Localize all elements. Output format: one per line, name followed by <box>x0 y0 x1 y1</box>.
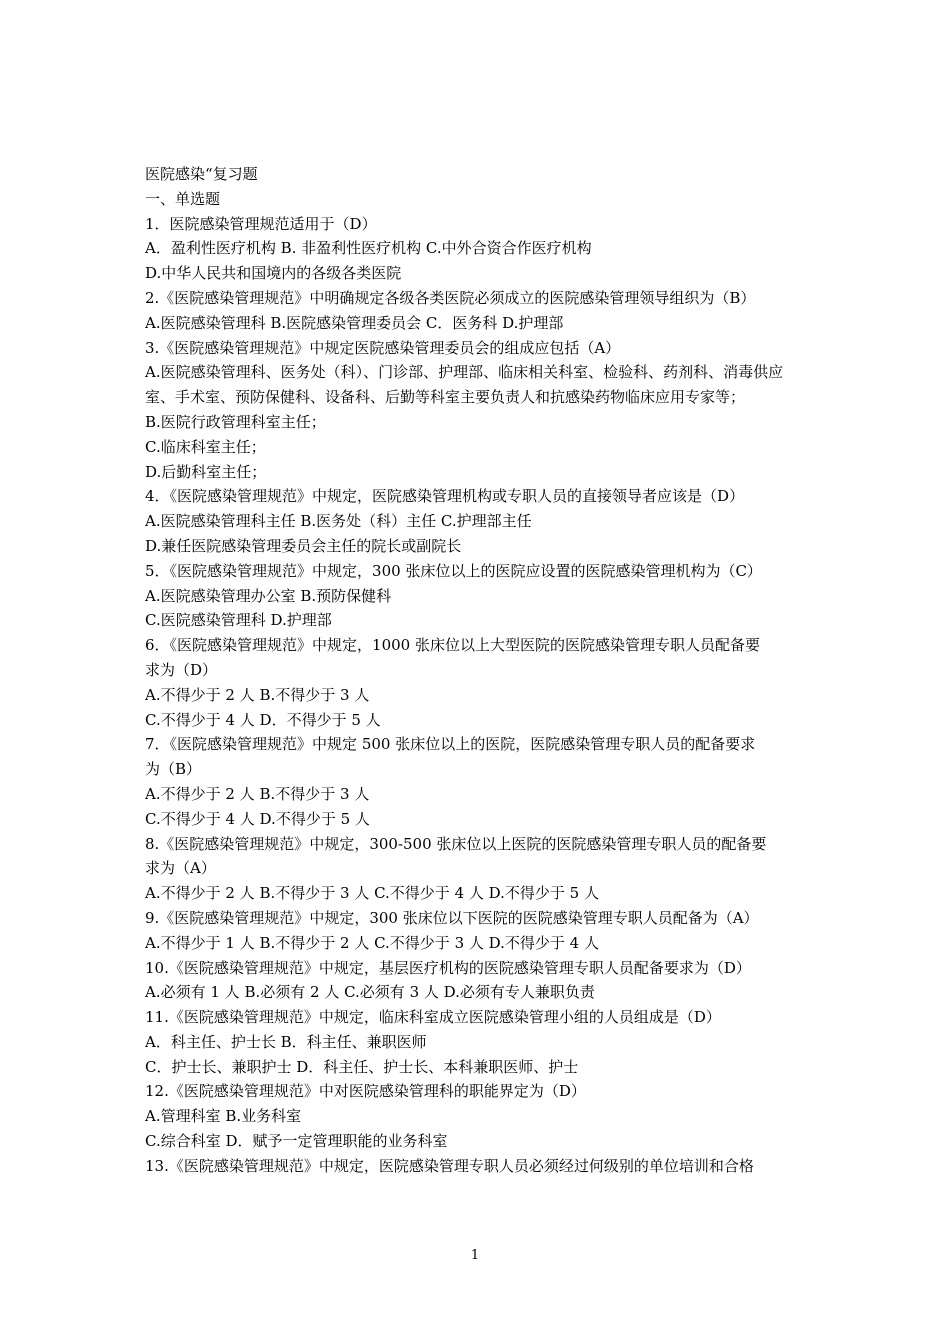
document-body <box>145 162 813 1179</box>
text-line: A.不得少于 2 人 B.不得少于 3 人 C.不得少于 4 人 D.不得少于 5 人 <box>145 884 599 903</box>
text-line: A.不得少于 2 人 B.不得少于 3 人 <box>145 784 370 803</box>
text-line: C．护士长、兼职护士 D．科主任、护士长、本科兼职医师、护士 <box>145 1057 579 1076</box>
text-line: B.医院行政管理科室主任； <box>145 412 326 431</box>
text-line: 7．《医院感染管理规范》中规定 500 张床位以上的医院，医院感染管理专职人员的配备要求 <box>145 735 756 754</box>
text-line: A．科主任、护士长 B．科主任、兼职医师 <box>145 1032 427 1051</box>
document-title: 医院感染“复习题 <box>145 165 258 183</box>
text-line: A.不得少于 2 人 B.不得少于 3 人 <box>145 685 370 704</box>
text-line: C.医院感染管理科 D.护理部 <box>145 611 332 630</box>
text-line: D.兼任医院感染管理委员会主任的院长或副院长 <box>145 536 462 555</box>
text-line: A.不得少于 1 人 B.不得少于 2 人 C.不得少于 3 人 D.不得少于 4 人 <box>145 933 599 952</box>
text-line: C.不得少于 4 人 D.不得少于 5 人 <box>145 809 370 828</box>
text-line: D.后勤科室主任； <box>145 462 267 481</box>
text-line: 6．《医院感染管理规范》中规定，1000 张床位以上大型医院的医院感染管理专职人员配备要 <box>145 636 760 655</box>
text-line: A.医院感染管理科、医务处（科）、门诊部、护理部、临床相关科室、检验科、药剂科、消毒供应 <box>145 363 784 382</box>
text-line: 5．《医院感染管理规范》中规定，300 张床位以上的医院应设置的医院感染管理机构为（C） <box>145 561 762 580</box>
text-line: A．盈利性医疗机构 B. 非盈利性医疗机构 C.中外合资合作医疗机构 <box>145 239 592 258</box>
text-line: 9.《医院感染管理规范》中规定，300 张床位以下医院的医院感染管理专职人员配备为（A） <box>145 908 759 927</box>
text-line: C.不得少于 4 人 D．不得少于 5 人 <box>145 710 381 729</box>
text-line: A.医院感染管理办公室 B.预防保健科 <box>145 586 392 605</box>
text-line: 3.《医院感染管理规范》中规定医院感染管理委员会的组成应包括（A） <box>145 338 621 357</box>
section-heading: 一、单选题 <box>145 189 221 208</box>
text-line: A.医院感染管理科主任 B.医务处（科）主任 C.护理部主任 <box>145 512 532 531</box>
text-line: C.临床科室主任； <box>145 437 266 456</box>
text-line: 11.《医院感染管理规范》中规定，临床科室成立医院感染管理小组的人员组成是（D） <box>145 1008 721 1027</box>
text-line: 室、手术室、预防保健科、设备科、后勤等科室主要负责人和抗感染药物临床应用专家等； <box>145 388 746 407</box>
page-number: 1 <box>470 1248 480 1263</box>
text-line: 4．《医院感染管理规范》中规定，医院感染管理机构或专职人员的直接领导者应该是（D） <box>145 487 745 506</box>
text-line: 求为（D） <box>145 660 218 679</box>
text-line: 1．医院感染管理规范适用于（D） <box>145 214 377 233</box>
text-line: A.医院感染管理科 B.医院感染管理委员会 C．医务科 D.护理部 <box>145 313 564 332</box>
text-line: 为（B） <box>145 760 202 779</box>
text-line: 10.《医院感染管理规范》中规定，基层医疗机构的医院感染管理专职人员配备要求为（D） <box>145 958 751 977</box>
text-line: A.管理科室 B.业务科室 <box>145 1107 302 1126</box>
text-line: 8.《医院感染管理规范》中规定，300-500 张床位以上医院的医院感染管理专职人员的配备要 <box>145 834 767 853</box>
text-line: D.中华人民共和国境内的各级各类医院 <box>145 264 402 283</box>
text-line: 求为（A） <box>145 859 216 878</box>
text-line: 2.《医院感染管理规范》中明确规定各级各类医院必须成立的医院感染管理领导组织为（B） <box>145 288 756 307</box>
text-line: A.必须有 1 人 B.必须有 2 人 C.必须有 3 人 D.必须有专人兼职负责 <box>145 983 595 1002</box>
text-line: 13.《医院感染管理规范》中规定，医院感染管理专职人员必须经过何级别的单位培训和合格 <box>145 1156 754 1175</box>
text-line: C.综合科室 D．赋予一定管理职能的业务科室 <box>145 1132 448 1151</box>
text-line: 12.《医院感染管理规范》中对医院感染管理科的职能界定为（D） <box>145 1082 586 1101</box>
